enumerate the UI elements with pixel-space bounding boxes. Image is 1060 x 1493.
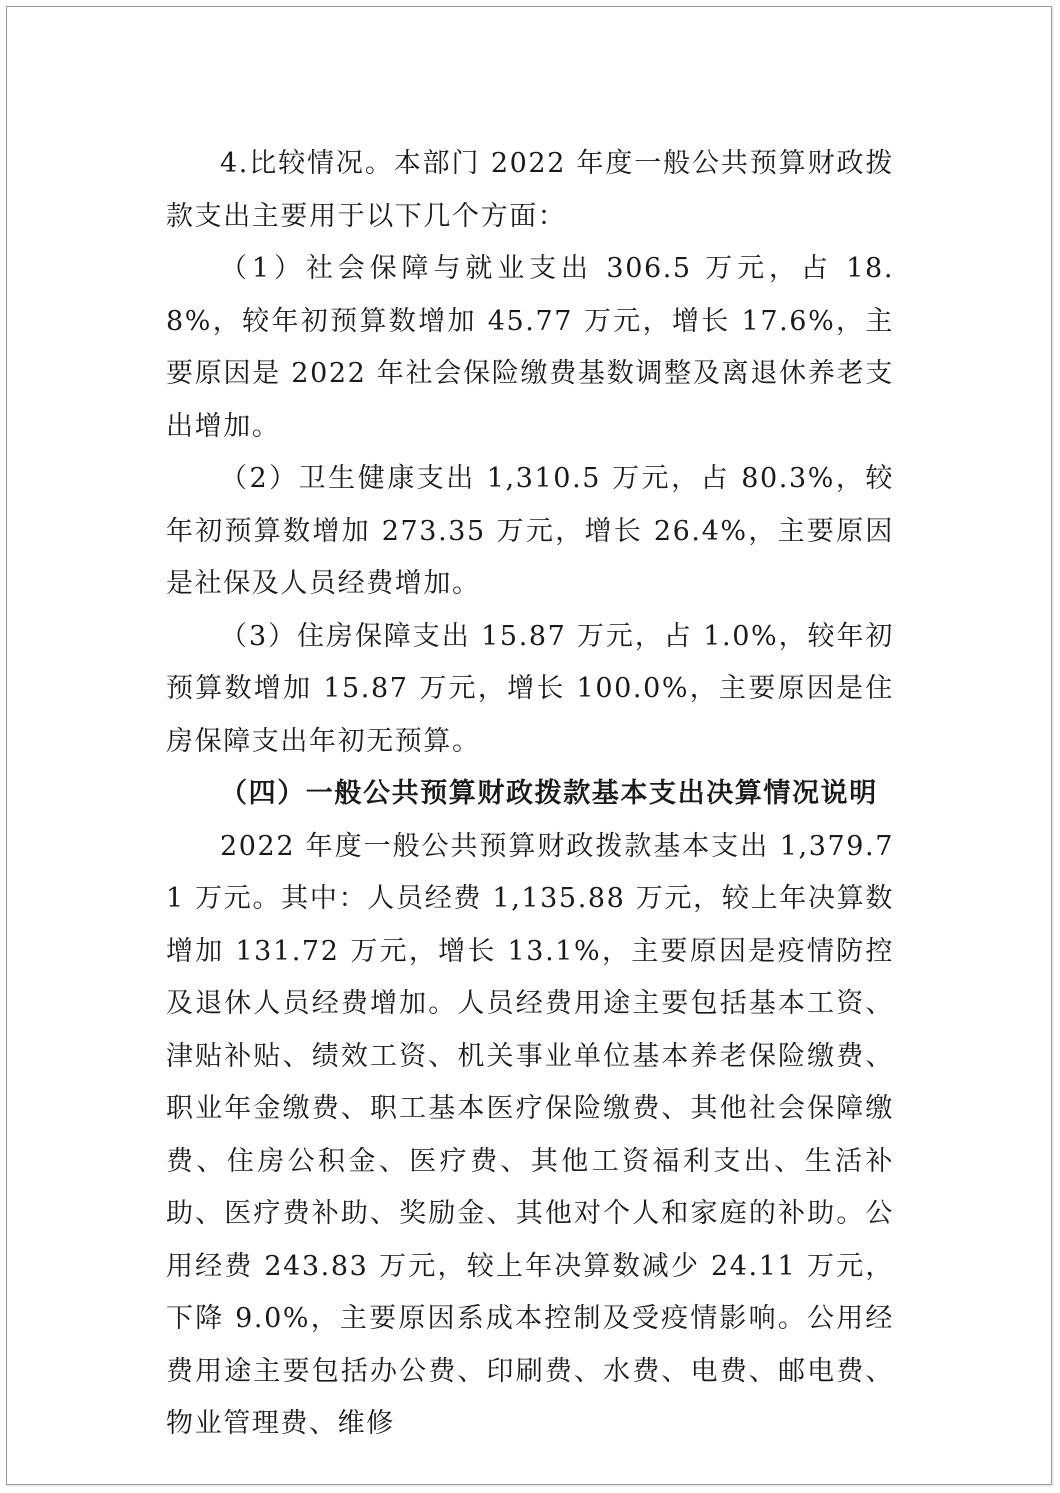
paragraph-basic-expenditure: 2022 年度一般公共预算财政拨款基本支出 1,379.71 万元。其中：人员经费 1,135.88 万元，较上年决算数增加 131.72 万元，增长 13.1%，主要原因是疫情防控及退休人员经费增加。人员经费用途主要包括基本工资、津贴补贴、绩效工资、机关事业单位基本养老保险缴费、职业年金缴费、职工基本医疗保险缴费、其他社会保障缴费、住房公积金、医疗费、其他工资福利支出、生活补助、医疗费补助、奖励金、其他对个人和家庭的补助。公用经费 243.83 万元，较上年决算数减少 24.11 万元，下降 9.0%，主要原因系成本控制及受疫情影响。公用经费用途主要包括办公费、印刷费、水费、电费、邮电费、物业管理费、维修 — [166, 830, 894, 1439]
section-heading: （四）一般公共预算财政拨款基本支出决算情况说明 — [220, 778, 878, 809]
paragraph-health: （2）卫生健康支出 1,310.5 万元，占 80.3%，较年初预算数增加 273.35 万元，增长 26.4%，主要原因是社保及人员经费增加。 — [166, 463, 894, 599]
document-body — [166, 138, 894, 1451]
paragraph-housing: （3）住房保障支出 15.87 万元，占 1.0%，较年初预算数增加 15.87 万元，增长 100.0%，主要原因是住房保障支出年初无预算。 — [166, 620, 894, 757]
paragraph-social-security: （1）社会保障与就业支出 306.5 万元，占 18.8%，较年初预算数增加 45.77 万元，增长 17.6%，主要原因是 2022 年社会保险缴费基数调整及离退休养老支出增加。 — [166, 253, 894, 442]
paragraph-comparison-intro: 4.比较情况。本部门 2022 年度一般公共预算财政拨款支出主要用于以下几个方面： — [166, 148, 894, 232]
